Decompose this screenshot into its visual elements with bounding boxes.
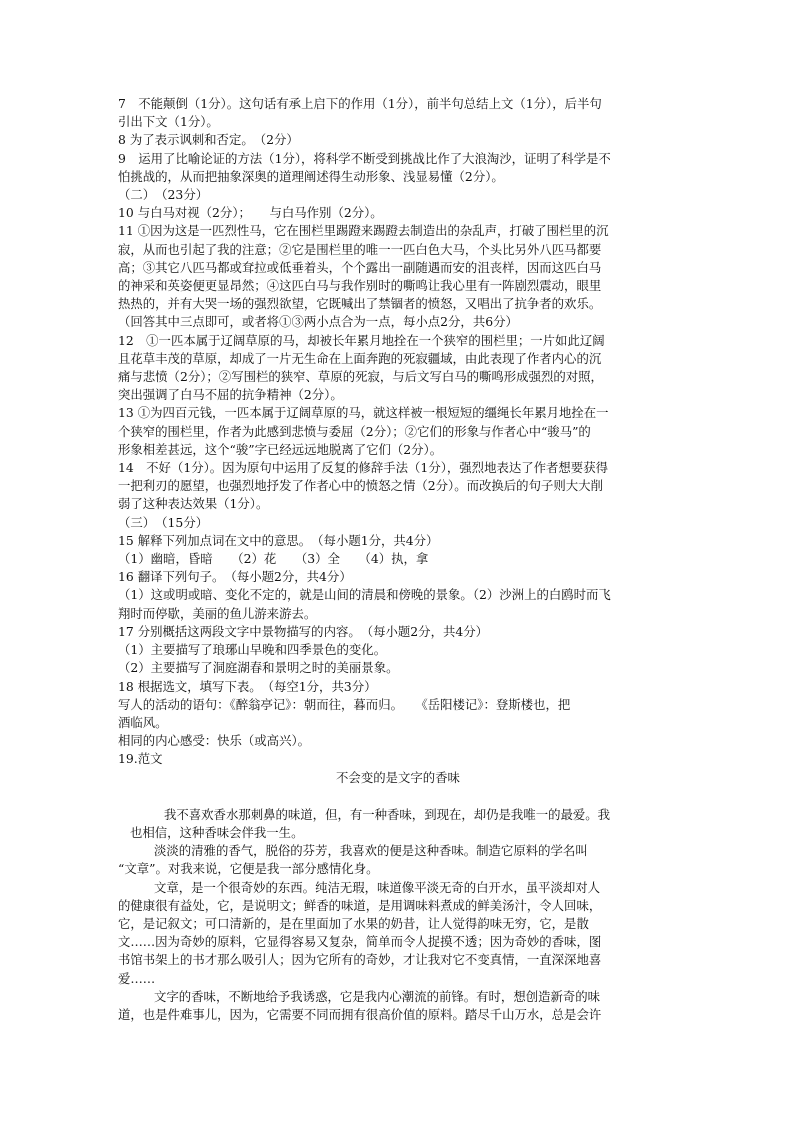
answer-line: （1）幽暗，昏暗 （2）花 （3）全 （4）执，拿 <box>118 551 429 567</box>
answer-line: 高；③其它八匹马都或耷拉或低垂着头，个个露出一副随遇而安的沮丧样，因而这匹白马 <box>118 259 602 275</box>
answer-document <box>118 95 678 1024</box>
answer-line: 17 分别概括这两段文字中景物描写的内容。 （每小题2分，共4分） <box>118 623 489 639</box>
essay-line: 文章，是一个很奇妙的东西。纯洁无瑕，味道像平淡无奇的白开水，虽平淡却对人 <box>154 879 601 895</box>
answer-line: 11 ①因为这是一匹烈性马，它在围栏里踢蹬来踢蹬去制造出的杂乱声，打破了围栏里的沉 <box>118 223 609 239</box>
answer-line: 怕挑战的，从而把抽象深奥的道理阐述得生动形象、浅显易懂（2分）。 <box>118 168 504 184</box>
answer-line: 热热的，并有大哭一场的强烈欲望，它既喊出了禁锢者的愤怒，又唱出了抗争者的欢乐。 <box>118 296 602 312</box>
answer-line: 13 ①为四百元钱，一匹本属于辽阔草原的马，就这样被一根短短的缰绳长年累月地拴在一 <box>118 405 609 421</box>
answer-line: 9 运用了比喻论证的方法（1分），将科学不断受到挑战比作了大浪淘沙，证明了科学是不 <box>118 150 611 166</box>
answer-line: 痛与悲愤（2分）；②写围栏的狭窄、草原的死寂，与后文写白马的嘶鸣形成强烈的对照， <box>118 369 603 385</box>
essay-line: “文章”。对我来说，它便是我一部分感情化身。 <box>118 861 379 877</box>
essay-line: 我不喜欢香水那刺鼻的味道，但，有一种香味，到现在，却仍是我唯一的最爱。我 <box>164 806 611 822</box>
answer-line: 15 解释下列加点词在文中的意思。 （每小题1分，共4分） <box>118 532 439 548</box>
answer-line: 且花草丰茂的草原，却成了一片无生命在上面奔跑的死寂疆域，由此表现了作者内心的沉 <box>118 350 602 366</box>
essay-line: 淡淡的清雅的香气，脱俗的芬芳，我喜欢的便是这种香味。制造它原料的学名叫 <box>154 843 588 859</box>
answer-line: 引出下文（1分）。 <box>118 114 219 130</box>
answer-line: 个狭窄的围栏里，作者为此感到悲愤与委屈（2分）；②它们的形象与作者心中“骏马”的 <box>118 423 591 439</box>
answer-line: 7 不能颠倒（1分）。这句话有承上启下的作用（1分），前半句总结上文（1分），后半句 <box>118 96 602 111</box>
answer-line: 写人的活动的语句：《醉翁亭记》：朝而往，暮而归。 《岳阳楼记》：登斯楼也，把 <box>118 696 571 712</box>
answer-line: 12 ①一匹本属于辽阔草原的马，却被长年累月地拴在一个狭窄的围栏里；一片如此辽阔 <box>118 332 605 348</box>
answer-line: 形象相差甚远，这个“骏”字已经远远地脱离了它们（2分）。 <box>118 441 443 457</box>
answer-line: 19.范文 <box>118 751 163 767</box>
section-heading: （三） （15分） <box>118 514 209 530</box>
answer-line: （1）主要描写了琅琊山早晚和四季景色的变化。 <box>118 642 387 658</box>
essay-line: 爱…… <box>118 970 156 986</box>
answer-line: 酒临风。 <box>118 714 168 730</box>
answer-line: 8 为了表示讽刺和否定。 （2分） <box>118 132 299 148</box>
answer-line: （2）主要描写了洞庭湖春和景明之时的美丽景象。 <box>118 660 399 676</box>
answer-line: 18 根据选文，填写下表。 （每空1分，共3分） <box>118 678 377 694</box>
essay-line: 它，是记叙文；可口清新的，是在里面加了水果的奶昔，让人觉得韵味无穷，它，是散 <box>118 915 589 931</box>
answer-line: （1）这或明或暗、变化不定的，就是山间的清晨和傍晚的景象。（2）沙洲上的白鸥时而飞 <box>118 587 611 603</box>
answer-line: 寂，从而也引起了我的注意；②它是围栏里的唯一一匹白色大马，个头比另外八匹马都要 <box>118 241 602 257</box>
answer-line: 一把利刃的愿望，也强烈地抒发了作者心中的愤怒之情（2分）。而改换后的句子则大大削 <box>118 478 603 494</box>
answer-line: 翔时而停歇，美丽的鱼儿游来游去。 <box>118 605 317 621</box>
answer-line: 弱了这种表达效果（1分）。 <box>118 496 269 512</box>
essay-line: 文字的香味，不断地给予我诱惑，它是我内心潮流的前锋。有时，想创造新奇的味 <box>154 988 601 1004</box>
essay-line: 书馆书架上的书才那么吸引人；因为它所有的奇妙，才让我对它不变真情，一直深深地喜 <box>118 952 602 968</box>
essay-line: 文……因为奇妙的原料，它显得容易又复杂，简单而令人捉摸不透；因为奇妙的香味，图 <box>118 934 602 950</box>
answer-line: 的神采和英姿便更显昂然；④这匹白马与我作别时的嘶鸣让我心里有一阵剧烈震动，眼里 <box>118 278 602 294</box>
answer-line: 16 翻译下列句子。 （每小题2分，共4分） <box>118 569 352 585</box>
answer-line: 14 不好（1分）。因为原句中运用了反复的修辞手法（1分），强烈地表达了作者想要获得 <box>118 460 608 476</box>
essay-line: 也相信，这种香味会伴我一生。 <box>130 824 304 840</box>
essay-title: 不会变的是文字的香味 <box>336 769 460 785</box>
answer-line: （回答其中三点即可，或者将①③两小点合为一点，每小点2分，共6分） <box>118 314 518 330</box>
section-heading: （二） （23分） <box>118 187 209 203</box>
answer-line: 突出强调了白马不屈的抗争精神（2分）。 <box>118 387 343 403</box>
essay-line: 道，也是件难事儿，因为，它需要不同而拥有很高价值的原料。踏尽千山万水，总是会许 <box>118 1006 602 1022</box>
answer-line: 10 与白马对视（2分）； 与白马作别（2分）。 <box>118 205 383 221</box>
answer-line: 相同的内心感受：快乐（或高兴）。 <box>118 733 311 749</box>
essay-line: 的健康很有益处，它，是说明文；鲜香的味道，是用调味料煮成的鲜美汤汁，令人回味， <box>118 897 602 913</box>
